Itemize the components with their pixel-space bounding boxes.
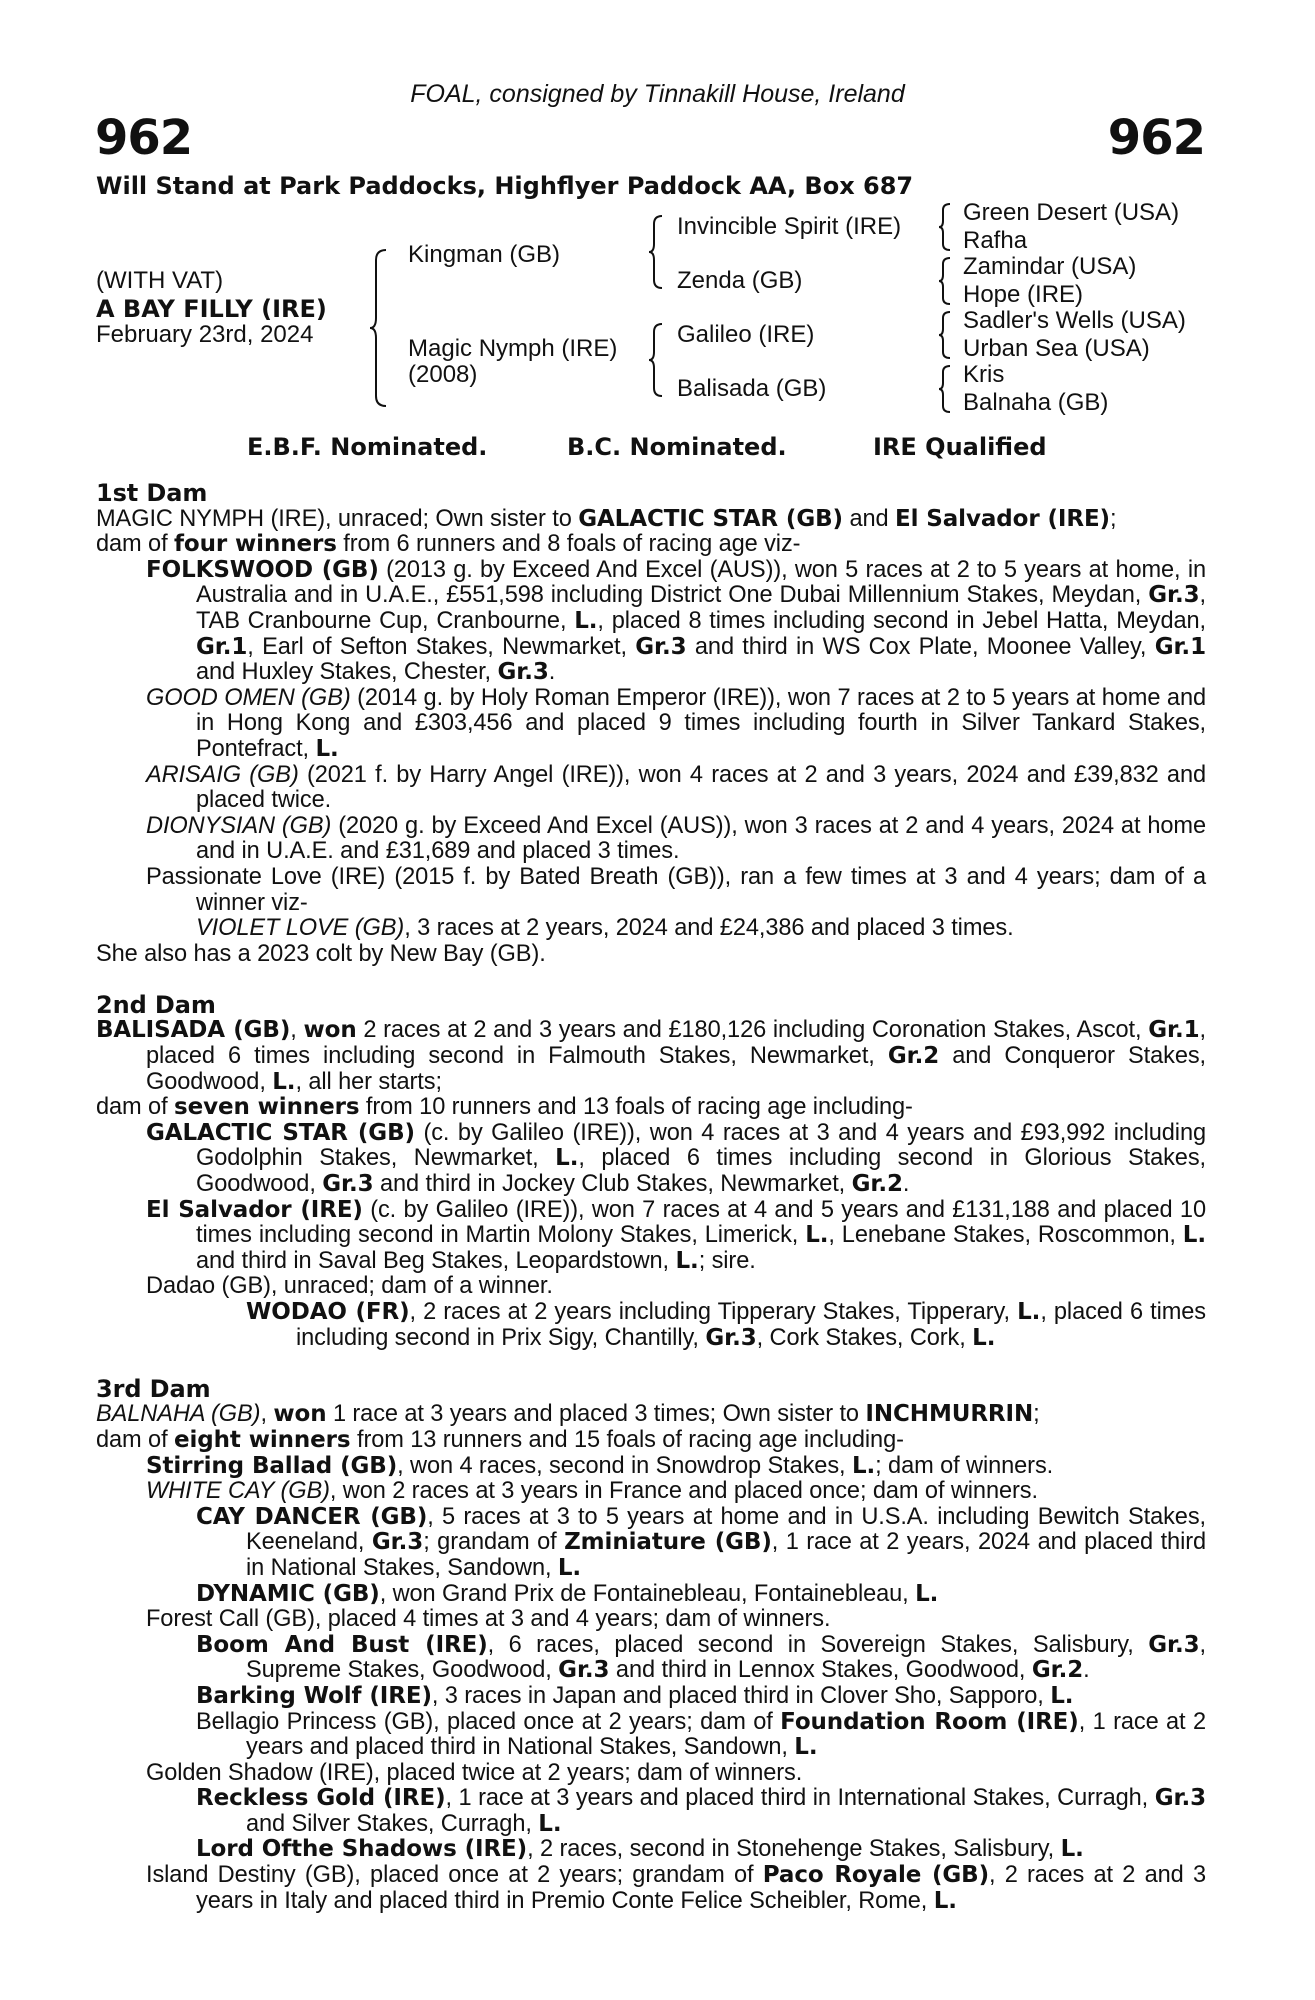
produce-passionate-love: Passionate Love (IRE) (2015 f. by Bated Breath (GB)), ran a few times at 3 and 4 years; dam of a winner viz- bbox=[146, 863, 1206, 916]
text: Island Destiny (GB), placed once at 2 years; grandam of bbox=[146, 1862, 763, 1889]
dam-year: (2008) bbox=[408, 361, 478, 388]
grade: L. bbox=[574, 607, 598, 634]
text: and third in Jockey Club Stakes, Newmarket, bbox=[373, 1171, 852, 1198]
text: , all her starts; bbox=[295, 1068, 442, 1095]
produce-folkswood bbox=[96, 558, 1206, 686]
text: , Earl of Sefton Stakes, Newmarket, bbox=[247, 633, 636, 660]
text: ; grandam of bbox=[423, 1529, 565, 1556]
horse-name: El Salvador (IRE) bbox=[894, 505, 1110, 532]
dam-dam: Balisada (GB) bbox=[677, 375, 827, 402]
text: and third in Lennox Stakes, Goodwood, bbox=[609, 1657, 1032, 1684]
text: , 1 race at 2 years, 2024 and placed third in National Stakes, Sandown, bbox=[246, 1529, 1206, 1581]
horse-name: ARISAIG (GB) bbox=[146, 761, 299, 788]
sds: Zamindar (USA) bbox=[963, 253, 1137, 280]
text: , 2 races, second in Stonehenge Stakes, Salisbury, bbox=[527, 1836, 1061, 1863]
second-dam-line bbox=[96, 1018, 1206, 1095]
grade: Gr.3 bbox=[322, 1171, 374, 1198]
text: and Silver Stakes, Curragh, bbox=[246, 1810, 539, 1837]
text: , won 4 races, second in Snowdrop Stakes, bbox=[397, 1452, 852, 1479]
bracket-sd bbox=[938, 256, 952, 306]
grade: L. bbox=[915, 1580, 939, 1607]
lot-number-left: 962 bbox=[95, 110, 193, 166]
produce-stirring-ballad bbox=[96, 1454, 1206, 1480]
first-dam-also: She also has a 2023 colt by New Bay (GB). bbox=[96, 940, 546, 967]
horse-name: GALACTIC STAR (GB) bbox=[146, 1119, 415, 1146]
text: and third in Saval Beg Stakes, Leopardstown, bbox=[196, 1247, 676, 1274]
text: , Supreme Stakes, Goodwood, bbox=[246, 1631, 1206, 1684]
ssd: Rafha bbox=[963, 227, 1028, 254]
text: and Conqueror Stakes, Goodwood, bbox=[146, 1043, 1207, 1095]
horse-name: BALNAHA (GB) bbox=[96, 1401, 261, 1428]
text: , 2 races at 2 years including Tipperary Stakes, Tipperary, bbox=[409, 1299, 1018, 1325]
text: . bbox=[548, 659, 556, 686]
bracket-sire-dam bbox=[368, 248, 388, 408]
produce-good-omen bbox=[96, 686, 1206, 763]
stand-location: Will Stand at Park Paddocks, Highflyer Paddock AA, Box 687 bbox=[96, 172, 914, 200]
grade: L. bbox=[1060, 1836, 1084, 1863]
text: dam of bbox=[96, 1094, 174, 1121]
text: , Lenebane Stakes, Roscommon, bbox=[828, 1222, 1183, 1249]
third-dam-line bbox=[96, 1402, 1206, 1428]
grade: Gr.3 bbox=[558, 1657, 610, 1684]
produce-forest-call: Forest Call (GB), placed 4 times at 3 and 4 years; dam of winners. bbox=[146, 1606, 831, 1633]
family-details bbox=[96, 481, 1206, 1914]
ebf-nomination: E.B.F. Nominated. bbox=[247, 433, 488, 461]
produce-boom-and-bust bbox=[96, 1633, 1206, 1684]
grade: Gr.3 bbox=[371, 1529, 424, 1556]
produce-violet-love bbox=[96, 916, 1206, 942]
text: ; dam of winners. bbox=[875, 1452, 1054, 1479]
grade: Gr.3 bbox=[1154, 1785, 1207, 1812]
third-dam-heading: 3rd Dam bbox=[96, 1374, 211, 1403]
text: , 6 races, placed second in Sovereign Stakes, Salisbury, bbox=[487, 1631, 1149, 1658]
horse-name: Reckless Gold (IRE) bbox=[196, 1785, 446, 1812]
won-label: won bbox=[273, 1401, 327, 1428]
horse-name: BALISADA (GB) bbox=[96, 1017, 291, 1044]
text: 2 races at 2 and 3 years and £180,126 including Coronation Stakes, Ascot, bbox=[356, 1017, 1149, 1044]
horse-name: VIOLET LOVE (GB) bbox=[196, 915, 405, 942]
sire: Kingman (GB) bbox=[408, 241, 561, 268]
text: . bbox=[902, 1171, 910, 1198]
text: , bbox=[290, 1017, 304, 1044]
produce-dadao: Dadao (GB), unraced; dam of a winner. bbox=[146, 1273, 553, 1300]
text: dam of bbox=[96, 1426, 174, 1453]
horse-name: WHITE CAY (GB) bbox=[146, 1478, 330, 1505]
grade: L. bbox=[1017, 1299, 1041, 1325]
second-dam-heading: 2nd Dam bbox=[96, 990, 216, 1019]
vat-note: (WITH VAT) bbox=[96, 267, 224, 294]
horse-name: DYNAMIC (GB) bbox=[196, 1580, 380, 1607]
text: (c. by Galileo (IRE)), won 7 races at 4 and 5 years and £131,188 and placed 10 times including second in Martin Molony Stakes, Limerick, bbox=[196, 1196, 1206, 1249]
grade: Gr.3 bbox=[1148, 1631, 1200, 1658]
grade: Gr.3 bbox=[635, 633, 687, 660]
sss: Green Desert (USA) bbox=[963, 199, 1180, 226]
text: Bellagio Princess (GB), placed once at 2 years; dam of bbox=[196, 1708, 781, 1735]
bc-nomination: B.C. Nominated. bbox=[567, 433, 787, 461]
text: and Huxley Stakes, Chester, bbox=[196, 659, 498, 686]
produce-arisaig bbox=[96, 763, 1206, 814]
text: dam of bbox=[96, 531, 174, 558]
produce-bellagio-princess bbox=[96, 1710, 1206, 1761]
horse-name: A BAY FILLY (IRE) bbox=[96, 295, 327, 323]
text: , TAB Cranbourne Cup, Cranbourne, bbox=[196, 582, 1206, 634]
first-dam-produce-summary bbox=[96, 532, 1206, 558]
text: from 13 runners and 15 foals of racing age including- bbox=[350, 1426, 904, 1453]
horse-name: FOLKSWOOD (GB) bbox=[146, 556, 379, 583]
horse-name: Stirring Ballad (GB) bbox=[146, 1452, 398, 1479]
horse-name: CAY DANCER (GB) bbox=[196, 1503, 428, 1530]
produce-reckless-gold bbox=[96, 1786, 1206, 1837]
grade: L. bbox=[1182, 1222, 1206, 1249]
text: , placed 6 times including second in Prix Sigy, Chantilly, bbox=[296, 1299, 1207, 1351]
horse-name: WODAO (FR) bbox=[246, 1299, 410, 1325]
lot-number-right: 962 bbox=[1107, 110, 1205, 166]
bracket-ss bbox=[938, 202, 952, 252]
text: and third in WS Cox Plate, Moonee Valley, bbox=[686, 633, 1155, 660]
grade: Gr.2 bbox=[887, 1043, 940, 1070]
produce-wodao bbox=[96, 1300, 1206, 1351]
dam: Magic Nymph (IRE) bbox=[408, 335, 618, 362]
text: from 6 runners and 8 foals of racing age viz- bbox=[336, 531, 801, 558]
grade: L. bbox=[972, 1324, 996, 1351]
text: , 3 races in Japan and placed third in Clover Sho, Sapporo, bbox=[431, 1682, 1051, 1709]
text: (2021 f. by Harry Angel (IRE)), won 4 races at 2 and 3 years, 2024 and £39,832 and placed twice. bbox=[196, 761, 1206, 814]
text: and bbox=[842, 505, 895, 532]
foaling-date: February 23rd, 2024 bbox=[96, 321, 314, 348]
sire-dam: Zenda (GB) bbox=[677, 267, 803, 294]
produce-barking-wolf bbox=[96, 1684, 1206, 1710]
dds: Kris bbox=[963, 361, 1005, 388]
text: from 10 runners and 13 foals of racing age including- bbox=[359, 1094, 913, 1121]
text: , 1 race at 2 years and placed third in National Stakes, Sandown, bbox=[246, 1708, 1206, 1761]
text: , placed 6 times including second in Glorious Stakes, Goodwood, bbox=[196, 1145, 1206, 1198]
won-label: won bbox=[303, 1017, 357, 1044]
winners-count: four winners bbox=[173, 531, 337, 558]
horse-name: Barking Wolf (IRE) bbox=[196, 1682, 432, 1709]
grade: Gr.1 bbox=[196, 633, 248, 660]
text: , won Grand Prix de Fontainebleau, Fontainebleau, bbox=[379, 1580, 916, 1607]
horse-name: Paco Royale (GB) bbox=[762, 1862, 989, 1889]
text: (c. by Galileo (IRE)), won 4 races at 3 and 4 years and £93,992 including Godolphin Stakes, Newmarket, bbox=[196, 1119, 1206, 1172]
winners-count: eight winners bbox=[173, 1426, 351, 1453]
text: , 2 races at 2 and 3 years in Italy and placed third in Premio Conte Felice Scheibler, Rome, bbox=[196, 1862, 1206, 1914]
grade: L. bbox=[1050, 1682, 1074, 1709]
horse-name: INCHMURRIN bbox=[865, 1401, 1034, 1428]
grade: L. bbox=[272, 1068, 296, 1095]
text: (2020 g. by Exceed And Excel (AUS)), won 3 races at 2 and 4 years, 2024 at home and in U.A.E. and £31,689 and placed 3 times. bbox=[196, 812, 1206, 865]
horse-name: GALACTIC STAR (GB) bbox=[578, 505, 843, 532]
horse-name: Lord Ofthe Shadows (IRE) bbox=[196, 1836, 528, 1863]
grade: Gr.3 bbox=[497, 659, 549, 686]
produce-white-cay bbox=[96, 1479, 1206, 1505]
text: MAGIC NYMPH (IRE), unraced; Own sister to bbox=[96, 505, 579, 532]
text: (2014 g. by Holy Roman Emperor (IRE)), won 7 races at 2 to 5 years at home and in Hong Kong and £303,456 and placed 9 times including fourth in Silver Tankard Stakes, Pontefract, bbox=[196, 684, 1207, 762]
text: , bbox=[260, 1401, 274, 1428]
horse-name: Boom And Bust (IRE) bbox=[196, 1631, 488, 1658]
bracket-sire-line bbox=[648, 214, 664, 290]
dam-sire: Galileo (IRE) bbox=[677, 321, 815, 348]
text: 1 race at 3 years and placed 3 times; Own sister to bbox=[326, 1401, 866, 1428]
horse-name: Foundation Room (IRE) bbox=[780, 1708, 1079, 1735]
first-dam-heading: 1st Dam bbox=[96, 479, 208, 507]
produce-cay-dancer bbox=[96, 1505, 1206, 1582]
grade: L. bbox=[933, 1887, 957, 1914]
grade: L. bbox=[675, 1247, 699, 1274]
produce-dionysian bbox=[96, 814, 1206, 865]
grade: L. bbox=[851, 1452, 876, 1479]
spacer bbox=[96, 967, 1206, 993]
text: , 5 races at 3 to 5 years at home and in U.S.A. including Bewitch Stakes, Keeneland, bbox=[246, 1503, 1206, 1556]
produce-el-salvador bbox=[96, 1198, 1206, 1275]
first-dam-line bbox=[96, 507, 1206, 533]
dsd: Urban Sea (USA) bbox=[963, 335, 1150, 362]
grade: L. bbox=[315, 735, 339, 762]
second-dam-produce-summary bbox=[96, 1095, 1206, 1121]
produce-dynamic bbox=[96, 1582, 1206, 1608]
bracket-dam-line bbox=[648, 322, 664, 398]
grade: Gr.2 bbox=[851, 1171, 903, 1198]
third-dam-produce-summary bbox=[96, 1428, 1206, 1454]
ddd: Balnaha (GB) bbox=[963, 389, 1109, 416]
produce-galactic-star bbox=[96, 1121, 1206, 1198]
dss: Sadler's Wells (USA) bbox=[963, 307, 1186, 334]
grade: Gr.3 bbox=[1148, 582, 1200, 609]
sire-sire: Invincible Spirit (IRE) bbox=[677, 213, 902, 240]
grade: L. bbox=[557, 1554, 582, 1581]
grade: L. bbox=[555, 1145, 579, 1172]
horse-name: Zminiature (GB) bbox=[564, 1529, 772, 1556]
horse-name: DIONYSIAN (GB) bbox=[146, 812, 332, 839]
produce-island-destiny bbox=[96, 1863, 1206, 1914]
text: , won 2 races at 3 years in France and placed once; dam of winners. bbox=[329, 1478, 1038, 1505]
produce-golden-shadow: Golden Shadow (IRE), placed twice at 2 years; dam of winners. bbox=[146, 1759, 803, 1786]
grade: L. bbox=[805, 1222, 829, 1249]
text: , placed 8 times including second in Jebel Hatta, Meydan, bbox=[597, 607, 1206, 634]
consignor-line: FOAL, consigned by Tinnakill House, Ireland bbox=[410, 80, 905, 108]
grade: Gr.1 bbox=[1148, 1017, 1200, 1044]
produce-lord-ofthe-shadows bbox=[96, 1837, 1206, 1863]
grade: Gr.3 bbox=[705, 1324, 757, 1351]
spacer bbox=[96, 1351, 1206, 1377]
text: , 1 race at 3 years and placed third in International Stakes, Curragh, bbox=[445, 1785, 1155, 1812]
text: , 3 races at 2 years, 2024 and £24,386 and placed 3 times. bbox=[404, 915, 1014, 942]
text: , Cork Stakes, Cork, bbox=[756, 1324, 973, 1351]
horse-name: GOOD OMEN (GB) bbox=[146, 684, 351, 711]
bracket-dd bbox=[938, 364, 952, 414]
grade: L. bbox=[538, 1810, 562, 1837]
horse-name: El Salvador (IRE) bbox=[146, 1196, 363, 1223]
text: ; bbox=[1033, 1401, 1040, 1428]
bracket-ds bbox=[938, 310, 952, 360]
winners-count: seven winners bbox=[173, 1094, 360, 1121]
sdd: Hope (IRE) bbox=[963, 281, 1084, 308]
text: , placed 6 times including second in Falmouth Stakes, Newmarket, bbox=[146, 1017, 1206, 1070]
ire-qualified: IRE Qualified bbox=[873, 433, 1047, 461]
grade: Gr.1 bbox=[1154, 633, 1206, 660]
grade: Gr.2 bbox=[1031, 1657, 1084, 1684]
text: ; sire. bbox=[698, 1247, 756, 1274]
grade: L. bbox=[794, 1734, 818, 1761]
text: ; bbox=[1109, 505, 1117, 532]
text: . bbox=[1083, 1657, 1090, 1684]
text: (2013 g. by Exceed And Excel (AUS)), won 5 races at 2 to 5 years at home, in Australia and in U.A.E., £551,598 including District One Dubai Millennium Stakes, Meydan, bbox=[196, 556, 1206, 609]
